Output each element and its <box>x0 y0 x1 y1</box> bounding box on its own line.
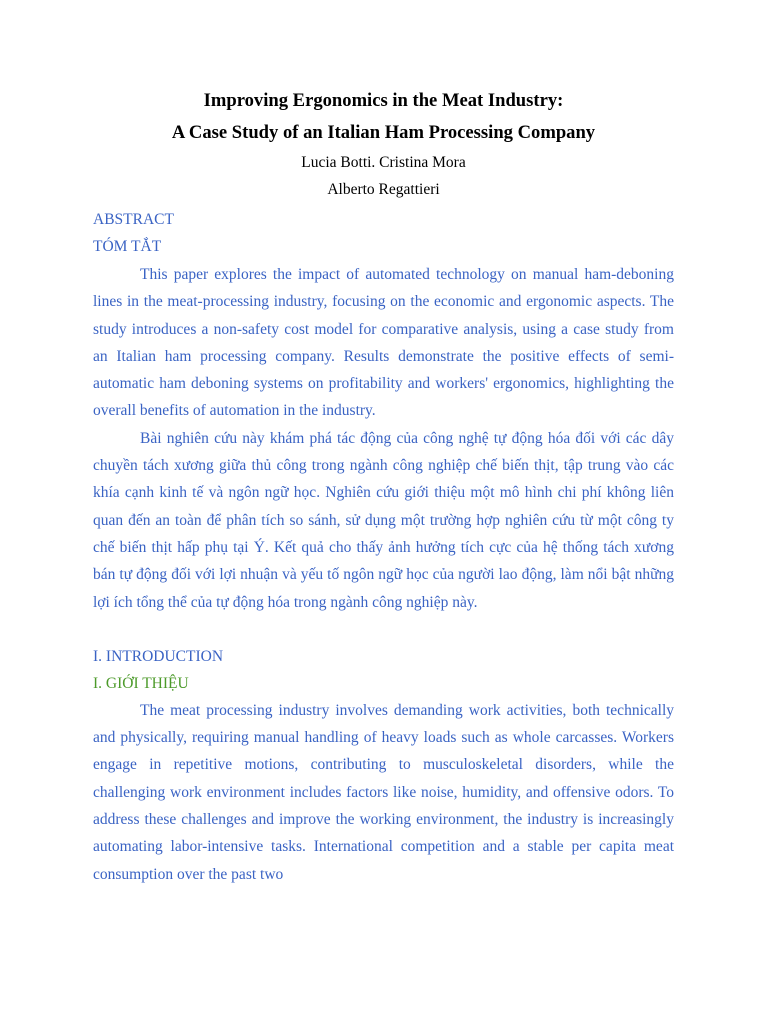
introduction-heading-en: I. INTRODUCTION <box>93 647 224 665</box>
paper-title-line-1: Improving Ergonomics in the Meat Industry: <box>203 90 564 111</box>
paper-title-line-2: A Case Study of an Italian Ham Processing Company <box>171 122 596 143</box>
paper-page <box>93 86 674 888</box>
introduction-heading-vi: I. GIỚI THIỆU <box>93 674 189 692</box>
authors-line-2: Alberto Regattieri <box>327 181 440 198</box>
abstract-paragraph-en: This paper explores the impact of automated technology on manual ham-deboning lines in the meat-processing industry, focusing on the economic and ergonomic aspects. The study introduces a non-safety cost model for comparative analysis, using a case study from an Italian ham processing company. Results demonstrate the positive effects of semi-automatic ham deboning systems on profitability and workers' ergonomics, highlighting the overall benefits of automation in the industry. <box>93 266 674 420</box>
introduction-paragraph-en: The meat processing industry involves demanding work activities, both technically and physically, requiring manual handling of heavy loads such as whole carcasses. Workers engage in repetitive motions, contributing to musculoskeletal disorders, while the challenging work environment includes factors like noise, humidity, and offensive odors. To address these challenges and improve the working environment, the industry is increasingly automating labor-intensive tasks. International competition and a stable per capita meat consumption over the past two <box>93 701 674 883</box>
abstract-heading-en: ABSTRACT <box>93 211 174 228</box>
section-spacer <box>93 616 674 643</box>
abstract-paragraph-vi: Bài nghiên cứu này khám phá tác động của công nghệ tự động hóa đối với các dây chuyền tách xương giữa thủ công trong ngành công nghiệp chế biến thịt, tập trung vào các khía cạnh kinh tế và ngôn ngữ học. Nghiên cứu giới thiệu một mô hình chi phí không liên quan đến an toàn để phân tích so sánh, sử dụng một trường hợp nghiên cứu từ một công ty chế biến thịt hấp phụ tại Ý. Kết quả cho thấy ảnh hưởng tích cực của hệ thống tách xương bán tự động đối với lợi nhuận và yếu tố ngôn ngữ học của người lao động, làm nổi bật những lợi ích tổng thể của tự động hóa trong ngành công nghiệp này. <box>93 429 674 611</box>
authors-line-1: Lucia Botti. Cristina Mora <box>301 154 466 171</box>
abstract-heading-vi: TÓM TẮT <box>93 238 162 255</box>
